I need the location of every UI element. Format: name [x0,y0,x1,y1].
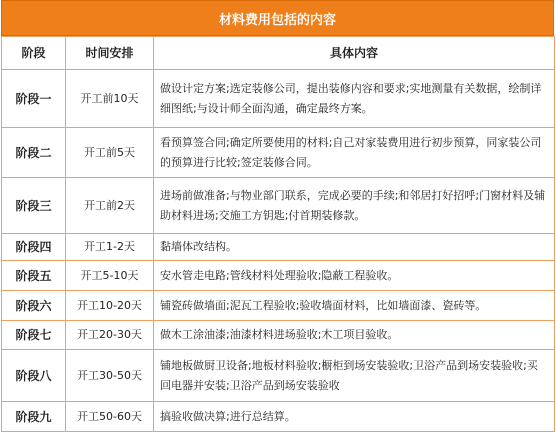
header-stage: 阶段 [2,37,66,70]
header-detail: 具体内容 [154,37,555,70]
stage-cell: 阶段三 [2,178,66,234]
stage-cell: 阶段六 [2,291,66,321]
header-row [2,37,555,70]
detail-cell: 搞验收做决算;进行总结算。 [154,402,555,432]
table-row [2,234,555,261]
time-cell: 开工前2天 [66,178,154,234]
table-row [2,350,555,402]
detail-cell: 安水管走电路;管线材料处理验收;隐蔽工程验收。 [154,261,555,291]
time-cell: 开工前10天 [66,70,154,128]
stage-cell: 阶段二 [2,128,66,178]
time-cell: 开工前5天 [66,128,154,178]
table-title: 材料费用包括的内容 [1,0,554,36]
detail-cell: 黏墙体改结构。 [154,234,555,261]
time-cell: 开工5-10天 [66,261,154,291]
stage-cell: 阶段七 [2,321,66,350]
detail-cell: 做木工涂油漆;油漆材料进场验收;木工项目验收。 [154,321,555,350]
table-row [2,321,555,350]
stage-cell: 阶段九 [2,402,66,432]
time-cell: 开工50-60天 [66,402,154,432]
detail-cell: 铺瓷砖做墙面;泥瓦工程验收;验收墙面材料，比如墙面漆、瓷砖等。 [154,291,555,321]
stage-cell: 阶段八 [2,350,66,402]
table-row [2,70,555,128]
time-cell: 开工20-30天 [66,321,154,350]
schedule-table [1,36,555,432]
header-time: 时间安排 [66,37,154,70]
detail-cell: 进场前做准备;与物业部门联系，完成必要的手续;和邻居打好招呼;门窗材料及辅助材料进场;交施工方钥匙;付首期装修款。 [154,178,555,234]
detail-cell: 看预算签合同;确定所要使用的材料;自己对家装费用进行初步预算，同家装公司的预算进行比较;签定装修合同。 [154,128,555,178]
stage-cell: 阶段四 [2,234,66,261]
table-row [2,291,555,321]
detail-cell: 铺地板做厨卫设备;地板材料验收;橱柜到场安装验收;卫浴产品到场安装验收;买回电器并安装;卫浴产品到场安装验收 [154,350,555,402]
table-row [2,261,555,291]
stage-cell: 阶段五 [2,261,66,291]
cost-table-card [1,0,554,446]
detail-cell: 做设计定方案;选定装修公司，提出装修内容和要求;实地测量有关数据，绘制详细图纸;与设计师全面沟通，确定最终方案。 [154,70,555,128]
table-row [2,178,555,234]
time-cell: 开工30-50天 [66,350,154,402]
table-row [2,402,555,432]
table-row [2,128,555,178]
stage-cell: 阶段一 [2,70,66,128]
time-cell: 开工10-20天 [66,291,154,321]
time-cell: 开工1-2天 [66,234,154,261]
